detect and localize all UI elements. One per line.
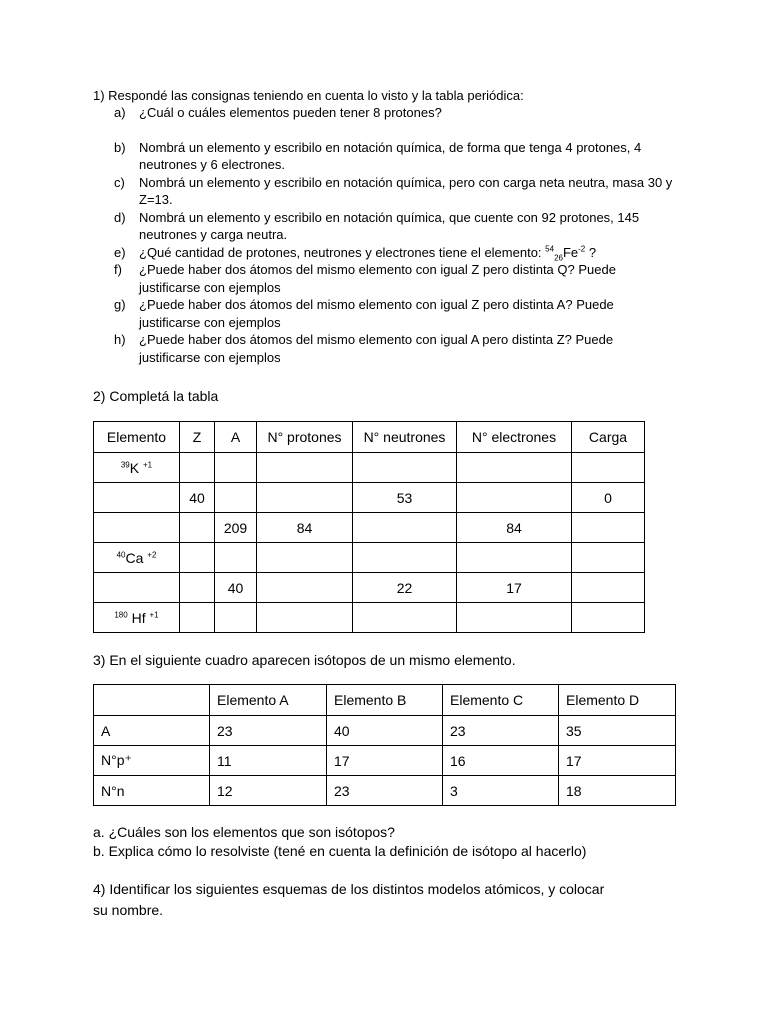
z-cell[interactable] — [180, 573, 215, 603]
charge: +1 — [149, 609, 159, 619]
electrons-cell[interactable]: 17 — [457, 573, 572, 603]
question-2-title: 2) Completá la tabla — [93, 388, 219, 404]
neutrons-cell[interactable] — [353, 453, 457, 483]
item-text: Nombrá un elemento y escribilo en notación química, pero con carga neta neutra, masa 30 y Z=13. — [139, 174, 673, 207]
column-header: Elemento C — [443, 685, 559, 716]
question-1-title: 1) Respondé las consignas teniendo en cuenta lo visto y la tabla periódica: — [93, 88, 524, 103]
a-cell[interactable]: 40 — [215, 573, 257, 603]
table-cell: 11 — [210, 746, 327, 776]
neutrons-cell[interactable] — [353, 603, 457, 633]
mass-number: 40 — [116, 549, 126, 559]
table-cell: 3 — [443, 776, 559, 806]
table-row — [94, 573, 645, 603]
question-1-item — [114, 296, 674, 331]
table-row — [94, 716, 676, 746]
element-cell — [94, 543, 180, 573]
question-1-list — [114, 104, 674, 366]
item-text: ¿Qué cantidad de protones, neutrones y electrones tiene el elemento: — [139, 244, 542, 260]
protons-cell[interactable] — [257, 453, 353, 483]
element-cell[interactable] — [94, 513, 180, 543]
table-cell: 17 — [559, 746, 676, 776]
question-1-item — [114, 174, 674, 209]
charge-cell[interactable] — [572, 603, 645, 633]
charge-cell[interactable] — [572, 543, 645, 573]
column-header: Elemento B — [327, 685, 443, 716]
row-label: N°p⁺ — [94, 746, 210, 776]
charge-cell[interactable] — [572, 513, 645, 543]
charge-cell[interactable]: 0 — [572, 483, 645, 513]
isotope-table — [93, 684, 676, 806]
z-cell[interactable]: 40 — [180, 483, 215, 513]
question-3b: b. Explica cómo lo resolviste (tené en cuenta la definición de isótopo al hacerlo) — [93, 843, 587, 859]
electrons-cell[interactable]: 84 — [457, 513, 572, 543]
electrons-cell[interactable] — [457, 543, 572, 573]
electrons-cell[interactable] — [457, 483, 572, 513]
table-row — [94, 603, 645, 633]
question-1-item — [114, 139, 674, 174]
protons-cell[interactable] — [257, 603, 353, 633]
row-label: A — [94, 716, 210, 746]
item-text: Nombrá un elemento y escribilo en notación química, de forma que tenga 4 protones, 4 neutrones y 6 electrones. — [139, 139, 642, 172]
a-cell[interactable] — [215, 453, 257, 483]
table-cell: 23 — [443, 716, 559, 746]
iron-charge: -2 — [578, 244, 586, 254]
column-header: Elemento — [94, 422, 180, 453]
item-text: ¿Puede haber dos átomos del mismo elemento con igual Z pero distinta A? Puede justificarse con ejemplos — [139, 297, 614, 330]
a-cell[interactable] — [215, 603, 257, 633]
question-3-title: 3) En el siguiente cuadro aparecen isótopos de un mismo elemento. — [93, 652, 516, 668]
neutrons-cell[interactable]: 22 — [353, 573, 457, 603]
a-cell[interactable] — [215, 483, 257, 513]
column-header: A — [215, 422, 257, 453]
element-symbol: K — [129, 459, 140, 476]
table-cell: 40 — [327, 716, 443, 746]
iron-symbol: Fe — [562, 244, 579, 260]
item-text: ¿Puede haber dos átomos del mismo elemento con igual Z pero distinta Q? Puede justificarse con ejemplos — [139, 262, 616, 295]
iron-notation — [545, 244, 586, 263]
charge-cell[interactable] — [572, 573, 645, 603]
item-end: ? — [588, 244, 597, 260]
question-1-item — [114, 244, 674, 262]
table-row — [94, 543, 645, 573]
column-header: Z — [180, 422, 215, 453]
table-cell: 35 — [559, 716, 676, 746]
protons-cell[interactable] — [257, 573, 353, 603]
question-4-line-1: 4) Identificar los siguientes esquemas de los distintos modelos atómicos, y colocar — [93, 881, 605, 897]
iron-mass-number: 54 — [545, 244, 555, 254]
column-header: N° protones — [257, 422, 353, 453]
question-3a: a. ¿Cuáles son los elementos que son isótopos? — [93, 824, 395, 840]
element-cell[interactable] — [94, 573, 180, 603]
item-letter: d) — [114, 209, 126, 225]
iron-atomic-number: 26 — [554, 253, 563, 263]
element-cell[interactable] — [94, 483, 180, 513]
z-cell[interactable] — [180, 543, 215, 573]
table-header-row — [94, 422, 645, 453]
element-symbol: Hf — [131, 609, 146, 626]
z-cell[interactable] — [180, 513, 215, 543]
mass-number: 39 — [120, 459, 130, 469]
charge: +2 — [147, 549, 157, 559]
neutrons-cell[interactable] — [353, 543, 457, 573]
question-1-item — [114, 104, 674, 122]
question-4-line-2: su nombre. — [93, 902, 164, 918]
element-cell — [94, 603, 180, 633]
table-cell: 17 — [327, 746, 443, 776]
charge: +1 — [143, 459, 153, 469]
column-header: N° neutrones — [353, 422, 457, 453]
column-header — [94, 685, 210, 716]
charge-cell[interactable] — [572, 453, 645, 483]
table-row — [94, 453, 645, 483]
neutrons-cell[interactable]: 53 — [353, 483, 457, 513]
item-text: ¿Cuál o cuáles elementos pueden tener 8 protones? — [139, 105, 442, 120]
table-row — [94, 483, 645, 513]
neutrons-cell[interactable] — [353, 513, 457, 543]
protons-cell[interactable] — [257, 543, 353, 573]
item-text: Nombrá un elemento y escribilo en notación química, que cuente con 92 protones, 145 neutrones y carga neutra. — [139, 209, 640, 242]
item-letter: a) — [114, 105, 126, 120]
column-header: N° electrones — [457, 422, 572, 453]
table-cell: 12 — [210, 776, 327, 806]
atom-table — [93, 421, 645, 633]
question-1-item — [114, 209, 674, 244]
item-letter: b) — [114, 139, 126, 155]
question-1-item — [114, 261, 674, 296]
item-text: ¿Puede haber dos átomos del mismo elemento con igual A pero distinta Z? Puede justificarse con ejemplos — [139, 332, 614, 365]
table-row — [94, 746, 676, 776]
column-header: Elemento A — [210, 685, 327, 716]
question-1-item — [114, 331, 674, 366]
table-cell: 16 — [443, 746, 559, 776]
item-letter: g) — [114, 297, 126, 312]
mass-number: 180 — [114, 609, 128, 619]
protons-cell[interactable]: 84 — [257, 513, 353, 543]
item-letter: e) — [114, 244, 126, 260]
protons-cell[interactable] — [257, 483, 353, 513]
z-cell[interactable] — [180, 603, 215, 633]
table-header-row — [94, 685, 676, 716]
table-cell: 23 — [327, 776, 443, 806]
a-cell[interactable] — [215, 543, 257, 573]
item-letter: h) — [114, 332, 126, 347]
column-header: Elemento D — [559, 685, 676, 716]
item-letter: c) — [114, 174, 125, 190]
column-header: Carga — [572, 422, 645, 453]
item-letter: f) — [114, 262, 122, 277]
row-label: N°n — [94, 776, 210, 806]
table-row — [94, 513, 645, 543]
a-cell[interactable]: 209 — [215, 513, 257, 543]
element-cell — [94, 453, 180, 483]
element-symbol: Ca — [125, 549, 144, 566]
table-row — [94, 776, 676, 806]
electrons-cell[interactable] — [457, 453, 572, 483]
table-cell: 23 — [210, 716, 327, 746]
electrons-cell[interactable] — [457, 603, 572, 633]
table-cell: 18 — [559, 776, 676, 806]
z-cell[interactable] — [180, 453, 215, 483]
